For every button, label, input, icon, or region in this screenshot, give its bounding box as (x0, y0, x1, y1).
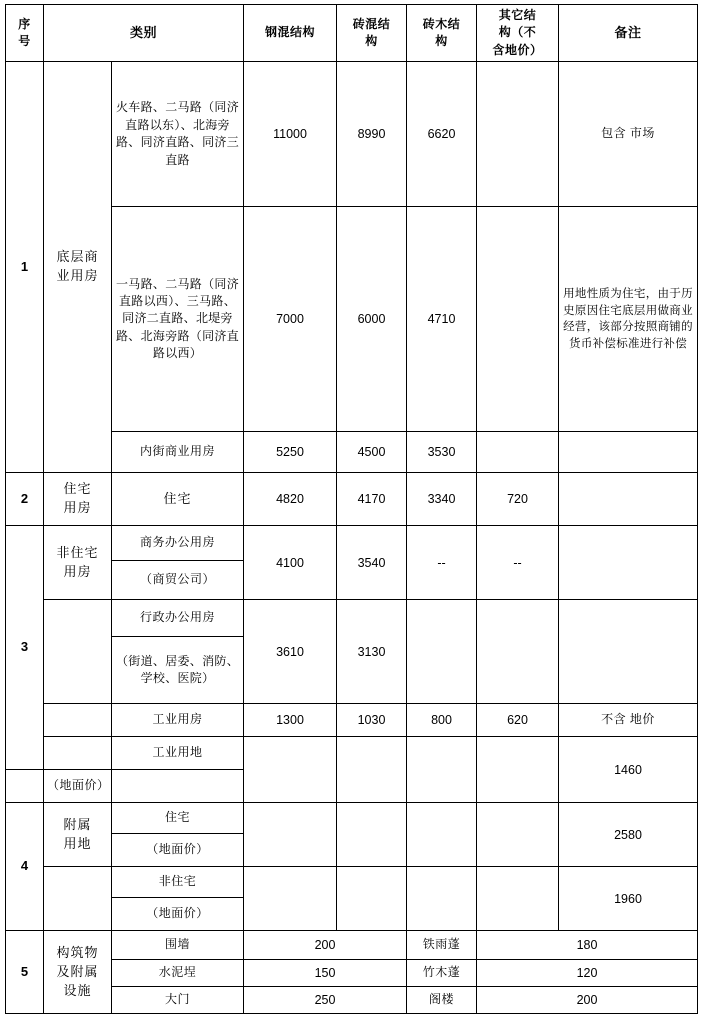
item-value-concrete (244, 803, 337, 867)
item-remark: 包含 市场 (559, 62, 698, 207)
item-value-other (477, 432, 559, 473)
item-value-concrete: 4820 (244, 473, 337, 526)
item-name-sub: （商贸公司） (112, 561, 244, 600)
item-value-other (477, 207, 559, 432)
row-category-1-line2: 业用房 (56, 268, 99, 284)
table-row (6, 803, 698, 834)
item-value-brick-wood: 800 (407, 704, 477, 737)
item-name: 行政办公用房 (112, 600, 244, 637)
item-value-concrete (244, 867, 337, 931)
item-value-concrete: 11000 (244, 62, 337, 207)
item-remark: 1460 (559, 737, 698, 803)
header-other (477, 5, 559, 62)
row-index-1: 1 (6, 62, 44, 473)
compensation-price-table (5, 4, 698, 1014)
item-value-b: 120 (477, 960, 698, 987)
item-value-brick-wood: 3530 (407, 432, 477, 473)
row-category-2 (44, 473, 112, 526)
item-remark (559, 432, 698, 473)
item-name-sub: （地面价） (112, 898, 244, 931)
item-name: 非住宅 (112, 867, 244, 898)
row-index-2: 2 (6, 473, 44, 526)
row-category-5 (44, 931, 112, 1014)
row-category-4-line1: 附属 (63, 816, 92, 832)
row-category-4-spacer (44, 867, 112, 931)
item-name: 围墙 (112, 931, 244, 960)
item-value-other: 620 (477, 704, 559, 737)
item-name: 水泥埕 (112, 960, 244, 987)
header-other-line2: 构（不 (498, 25, 537, 40)
item-value-other: 720 (477, 473, 559, 526)
price-table-sheet (0, 4, 701, 1008)
table-row (6, 704, 698, 737)
header-index (6, 5, 44, 62)
table-row (6, 931, 698, 960)
item-value-brick-concrete: 6000 (337, 207, 407, 432)
item-value-brick-wood: 6620 (407, 62, 477, 207)
item-name: 工业用地 (112, 737, 244, 770)
row-category-5-line1: 构筑物 (56, 944, 99, 960)
item-remark: 用地性质为住宅，由于历史原因住宅底层用做商业经营，该部分按照商铺的货币补偿标准进行补偿 (559, 207, 698, 432)
item-remark (559, 473, 698, 526)
table-header-row (6, 5, 698, 62)
item-name-sub: （地面价） (112, 834, 244, 867)
row-category-3-spacer (44, 600, 112, 704)
item-value-other (477, 803, 559, 867)
item-value-brick-wood: 3340 (407, 473, 477, 526)
item-name: 内街商业用房 (112, 432, 244, 473)
header-concrete: 钢混结构 (244, 5, 337, 62)
row-category-3-spacer4 (6, 770, 44, 803)
item-name: 商务办公用房 (112, 526, 244, 561)
item-value-brick-concrete: 3130 (337, 600, 407, 704)
item-value-a: 250 (244, 987, 407, 1014)
item-value-a: 150 (244, 960, 407, 987)
row-index-3: 3 (6, 526, 44, 770)
item-value-other (477, 62, 559, 207)
row-category-1-line1: 底层商 (56, 249, 99, 265)
item-value-concrete (244, 737, 337, 803)
row-category-5-line3: 设施 (63, 982, 92, 998)
item-value-brick-wood: -- (407, 526, 477, 600)
row-category-5-line2: 及附属 (56, 963, 99, 979)
item-value-brick-wood (407, 867, 477, 931)
item-value-other (477, 737, 559, 803)
table-row (6, 867, 698, 898)
item-value-brick-concrete (337, 737, 407, 803)
row-category-3 (44, 526, 112, 600)
item-value-brick-concrete (337, 867, 407, 931)
item-value-other (477, 867, 559, 931)
header-brick-wood (407, 5, 477, 62)
table-row (6, 737, 698, 770)
header-index-line2: 号 (18, 34, 31, 49)
row-category-3-line1: 非住宅 (56, 544, 99, 560)
row-category-1 (44, 62, 112, 473)
item-name-sub: （地面价） (44, 770, 112, 803)
item-remark (559, 600, 698, 704)
header-brick-wood-line1: 砖木结 (422, 16, 461, 31)
item-value-a: 200 (244, 931, 407, 960)
item-value-concrete: 4100 (244, 526, 337, 600)
item-value-other (477, 600, 559, 704)
item-name-sub: （街道、居委、消防、学校、医院） (112, 637, 244, 704)
row-category-2-line1: 住宅 (63, 481, 92, 497)
item-value-brick-wood (407, 737, 477, 803)
item-name: 火车路、二马路（同济直路以东）、北海旁路、同济直路、同济三直路 (112, 62, 244, 207)
item-name: 大门 (112, 987, 244, 1014)
item-value-brick-concrete (337, 803, 407, 867)
item-name-b: 竹木蓬 (407, 960, 477, 987)
row-category-3-spacer3 (44, 737, 112, 770)
item-value-concrete: 1300 (244, 704, 337, 737)
row-category-2-line2: 用房 (63, 500, 92, 516)
table-row (6, 473, 698, 526)
item-value-brick-concrete: 4170 (337, 473, 407, 526)
item-remark: 2580 (559, 803, 698, 867)
item-value-concrete: 5250 (244, 432, 337, 473)
item-name: 一马路、二马路（同济直路以西）、三马路、同济二直路、北堤旁路、北海旁路（同济直路以西） (112, 207, 244, 432)
item-remark: 不含 地价 (559, 704, 698, 737)
row-index-4: 4 (6, 803, 44, 931)
header-remark: 备注 (559, 5, 698, 62)
item-value-concrete: 3610 (244, 600, 337, 704)
item-name: 住宅 (112, 803, 244, 834)
item-name-b: 铁雨蓬 (407, 931, 477, 960)
item-remark (559, 526, 698, 600)
row-category-3-line2: 用房 (63, 563, 92, 579)
row-category-3-spacer2 (44, 704, 112, 737)
header-index-line1: 序 (18, 16, 31, 31)
item-value-other: -- (477, 526, 559, 600)
item-value-brick-wood (407, 803, 477, 867)
row-category-4-line2: 用地 (63, 835, 92, 851)
header-brick-concrete-line2: 构 (365, 34, 378, 49)
item-name: 工业用房 (112, 704, 244, 737)
item-value-brick-concrete: 4500 (337, 432, 407, 473)
row-category-4 (44, 803, 112, 867)
item-name: 住宅 (112, 473, 244, 526)
header-brick-wood-line2: 构 (435, 34, 448, 49)
table-row (6, 62, 698, 207)
item-value-brick-wood (407, 600, 477, 704)
row-index-5: 5 (6, 931, 44, 1014)
table-row (6, 526, 698, 561)
item-value-b: 180 (477, 931, 698, 960)
item-value-b: 200 (477, 987, 698, 1014)
item-value-brick-concrete: 8990 (337, 62, 407, 207)
table-row (6, 600, 698, 637)
header-brick-concrete-line1: 砖混结 (352, 16, 391, 31)
item-name-b: 阁楼 (407, 987, 477, 1014)
item-value-brick-wood: 4710 (407, 207, 477, 432)
item-value-brick-concrete: 1030 (337, 704, 407, 737)
item-value-brick-concrete: 3540 (337, 526, 407, 600)
header-other-line3: 含地价） (492, 42, 543, 57)
header-brick-concrete (337, 5, 407, 62)
header-other-line1: 其它结 (498, 8, 537, 22)
item-remark: 1960 (559, 867, 698, 931)
item-value-concrete: 7000 (244, 207, 337, 432)
header-category: 类别 (44, 5, 244, 62)
